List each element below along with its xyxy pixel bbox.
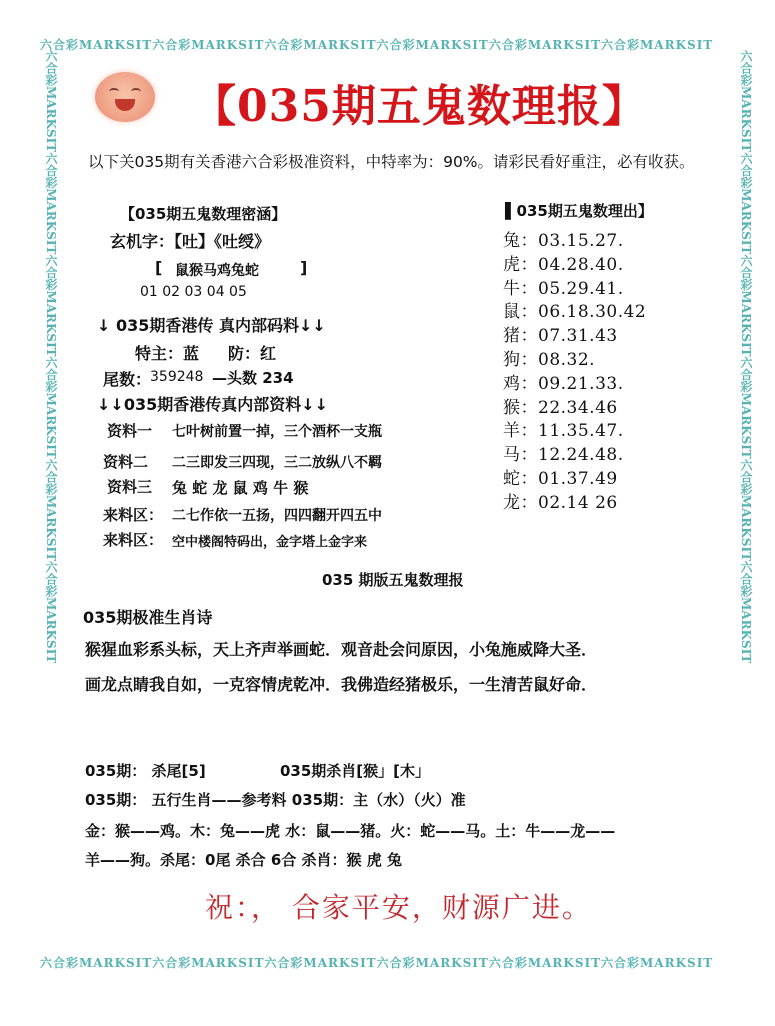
- mystic-words: 玄机字：【吐】《吐绶》: [110, 232, 271, 251]
- watermark-border-bottom: 六合彩MARKSIT六合彩MARKSIT六合彩MARKSIT六合彩MARKSIT六合彩MARKSIT六合彩MARKSIT: [40, 956, 714, 970]
- data-row-text-1: 七叶树前置一掉，三个酒杯一支瓶: [172, 424, 382, 440]
- inside-heading: ↓ 035期香港传 真内部码料↓↓: [97, 316, 326, 335]
- data-row-label-1: 资料一: [107, 422, 153, 440]
- zodiac-row: 狗：08.32.: [503, 349, 596, 370]
- data-row-label-5: 来料区：: [103, 531, 164, 549]
- poem-line: 画龙点睛我自如，一克容情虎乾冲．我佛造经猪极乐，一生清苦鼠好命．: [85, 675, 598, 694]
- bracket-open: [: [155, 258, 163, 277]
- tail-value: 359248: [150, 369, 204, 385]
- secret-numbers: 01 02 03 04 05: [140, 284, 247, 300]
- zodiac-row: 鼠：06.18.30.42: [503, 302, 647, 323]
- kill-tail: 035期： 杀尾[5]: [85, 762, 206, 780]
- data-row-label-2: 资料二: [103, 453, 149, 471]
- kill-zodiac: 035期杀肖[猴」[木」: [280, 762, 431, 780]
- five-elements-line: 035期： 五行生肖——参考料 035期：主（水）（火）准: [85, 791, 466, 809]
- head-numbers: —头数 234: [212, 369, 294, 387]
- inside2-heading: ↓↓035期香港传真内部资料↓↓: [97, 395, 329, 414]
- zodiac-row: 猪：07.31.43: [503, 326, 618, 347]
- zodiac-row: 鸡：09.21.33.: [503, 373, 624, 394]
- zodiac-row: 猴：22.34.46: [503, 397, 618, 418]
- zodiac-row: 虎：04.28.40.: [503, 254, 624, 275]
- special-guard: 防：红: [228, 344, 277, 363]
- zodiac-row: 马：12.24.48.: [503, 445, 624, 466]
- elements-row-1: 金：猴——鸡。木：兔——虎 水：鼠——猪。火：蛇——马。土：牛——龙——: [85, 822, 616, 840]
- intro-text: 以下关035期有关香港六合彩极准资料，中特率为：90%。请彩民看好重注，必有收获。: [88, 153, 695, 171]
- edition-title: 035 期版五鬼数理报: [322, 571, 464, 589]
- elements-row-2: 羊——狗。杀尾：0尾 杀合 6合 杀肖：猴 虎 兔: [85, 851, 402, 869]
- zodiac-number-list: [503, 226, 646, 512]
- special-main: 特主：蓝: [135, 344, 200, 363]
- secret-heading: 【035期五鬼数理密涵】: [120, 205, 287, 223]
- zodiac-row: 龙：02.14 26: [503, 492, 618, 513]
- watermark-border-top: 六合彩MARKSIT六合彩MARKSIT六合彩MARKSIT六合彩MARKSIT六合彩MARKSIT六合彩MARKSIT: [40, 38, 714, 52]
- zodiac-row: 蛇：01.37.49: [503, 468, 618, 489]
- tail-label: 尾数：: [103, 370, 152, 389]
- zodiac-row: 羊：11.35.47.: [503, 421, 624, 442]
- smiley-face-icon: [95, 72, 155, 122]
- blessing-text: 祝：， 合家平安，财源广进。: [205, 891, 592, 924]
- zodiac-row: 牛：05.29.41.: [503, 278, 624, 299]
- data-row-label-3: 资料三: [107, 478, 153, 496]
- secret-animals: 鼠猴马鸡兔蛇: [175, 263, 259, 279]
- poem-heading: 035期极准生肖诗: [83, 608, 213, 627]
- data-row-text-3: 兔 蛇 龙 鼠 鸡 牛 猴: [172, 479, 309, 497]
- watermark-border-right: 六合彩MARKSIT六合彩MARKSIT六合彩MARKSIT六合彩MARKSIT六合彩MARKSIT六合彩MARKSIT: [739, 50, 753, 664]
- bracket-close: ]: [300, 258, 308, 277]
- watermark-border-left: 六合彩MARKSIT六合彩MARKSIT六合彩MARKSIT六合彩MARKSIT六合彩MARKSIT六合彩MARKSIT: [44, 50, 58, 664]
- poem-block: [85, 632, 597, 702]
- zodiac-row: 兔：03.15.27.: [503, 231, 624, 251]
- data-row-label-4: 来料区：: [103, 506, 164, 524]
- poem-line: 猴猩血彩系头标，天上齐声举画蛇．观音赴会问原因，小兔施威降大圣．: [85, 640, 598, 659]
- data-row-text-4: 二七作依一五扬，四四翻开四五中: [172, 508, 382, 524]
- data-row-text-2: 二三即发三四现，三二放纵八不羁: [172, 455, 382, 471]
- page-title: 【035期五鬼数理报】: [192, 81, 647, 132]
- zodiac-heading: ▌035期五鬼数理出】: [505, 202, 653, 220]
- data-row-text-5: 空中楼阁特码出，金字塔上金字来: [172, 535, 368, 550]
